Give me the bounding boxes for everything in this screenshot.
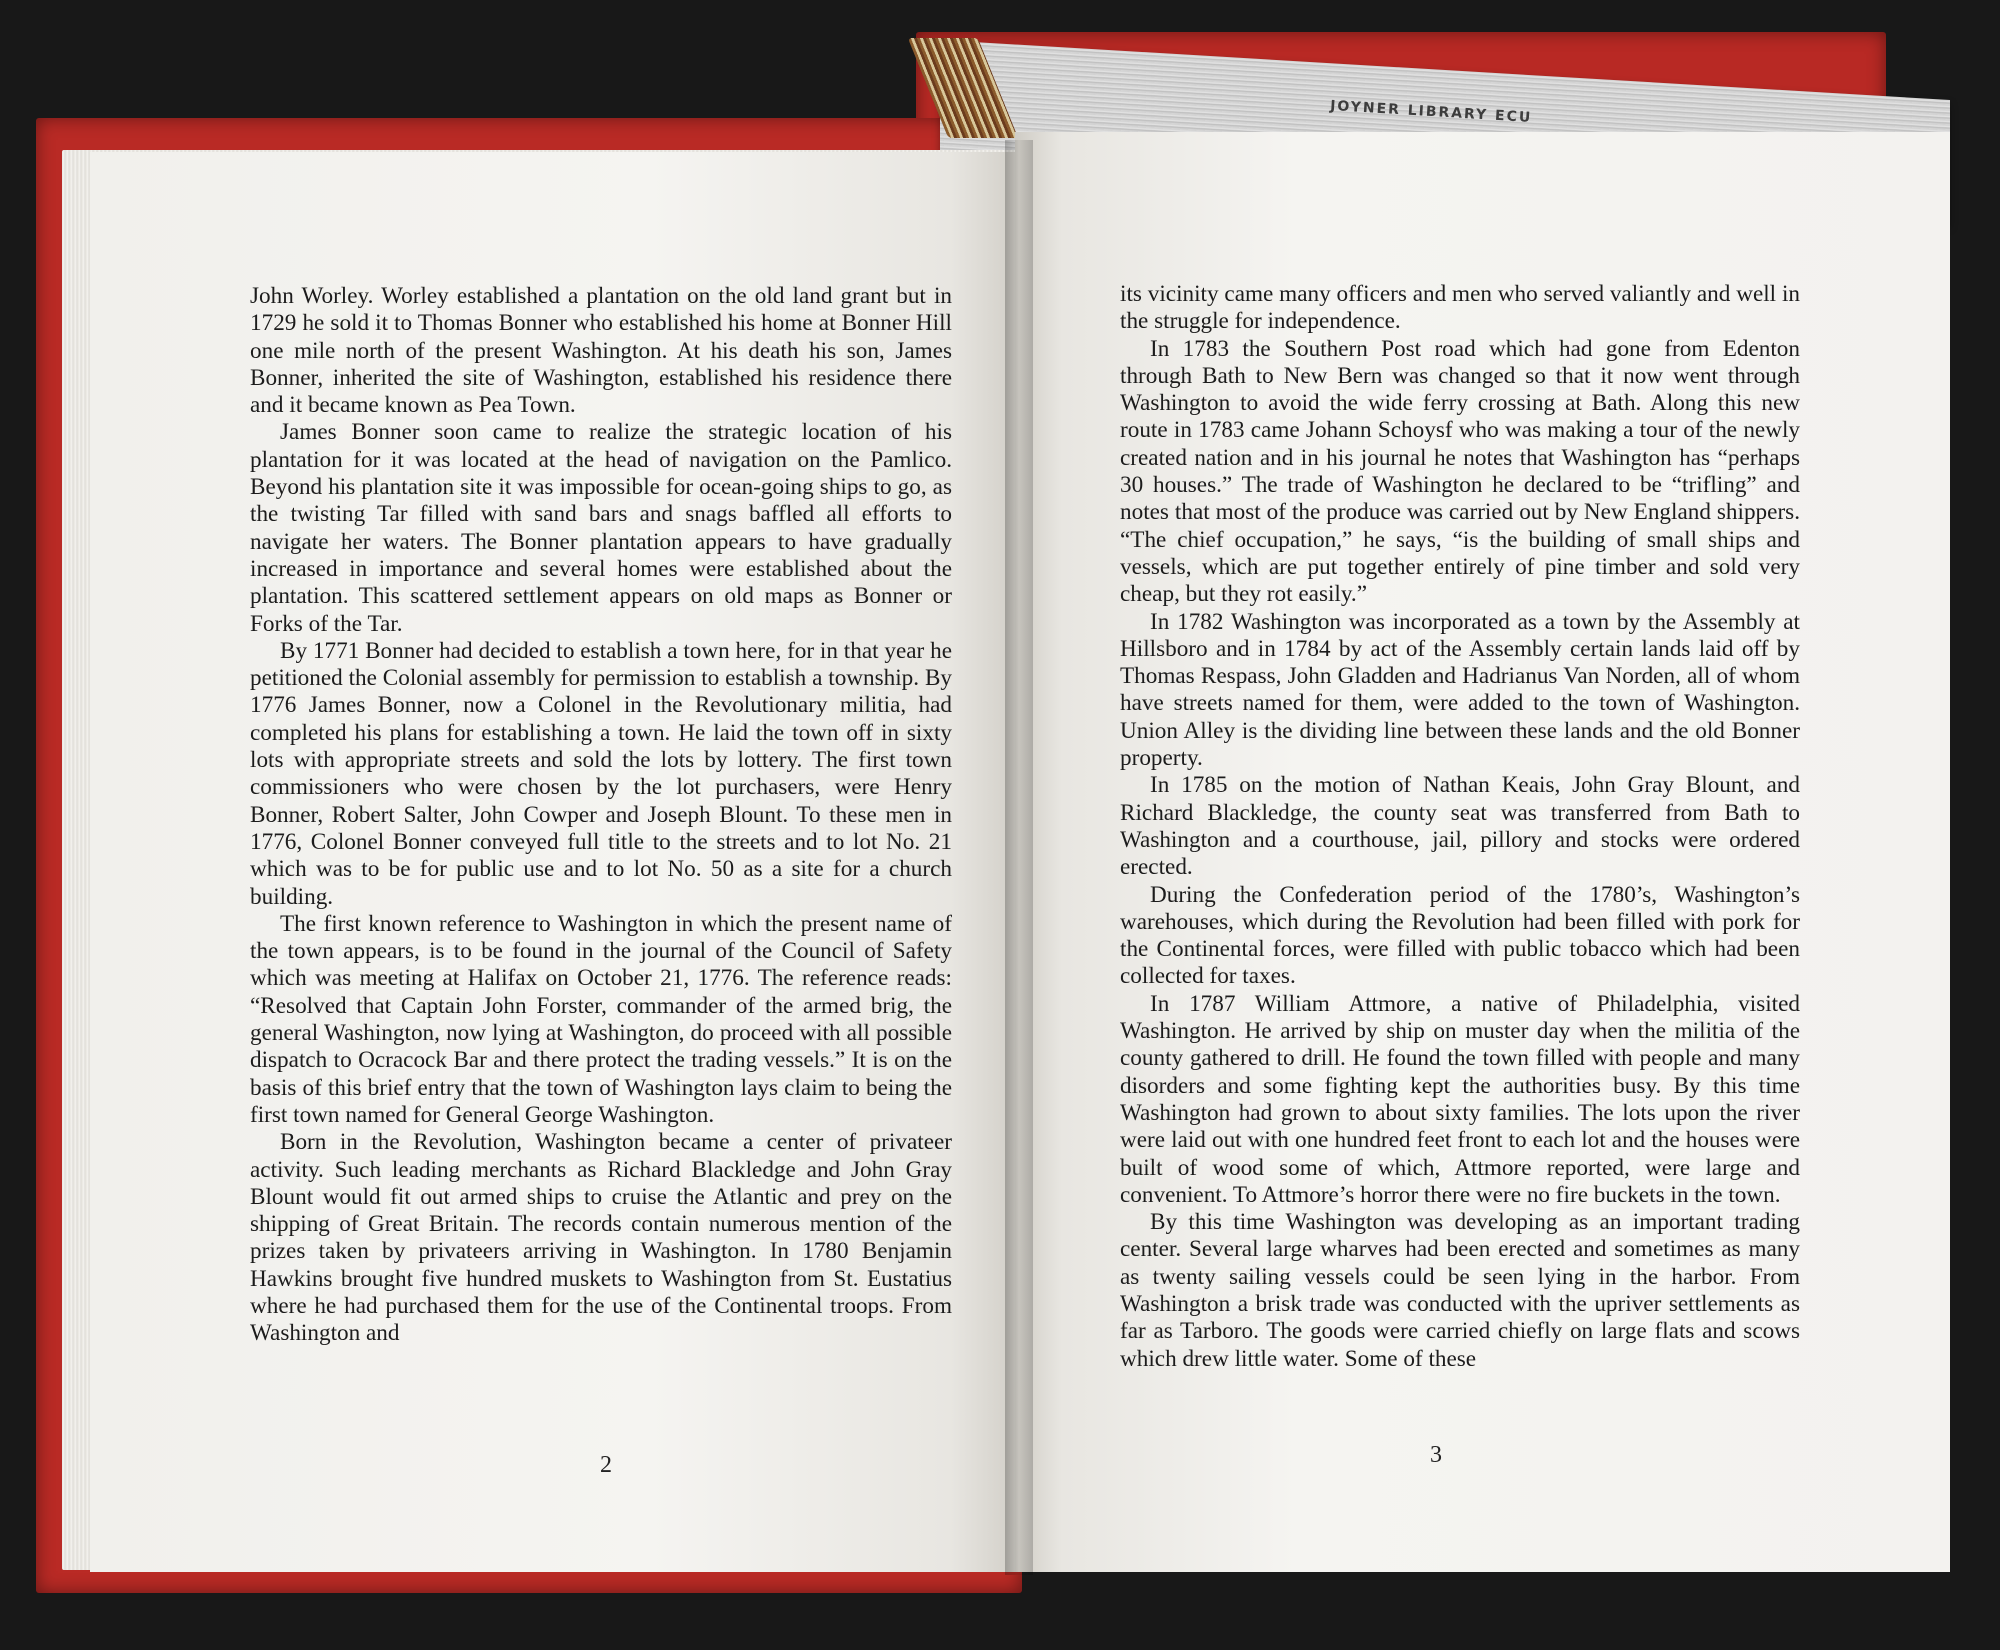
paragraph: During the Confederation period of the 1780’s, Washington’s warehouses, which during the Revolution had been filled with pork for the Continental forces, were filled with public tobacco which had been collected for taxes. — [1120, 881, 1800, 990]
library-stamp: JOYNER LIBRARY ECU — [1329, 98, 1533, 126]
paragraph: In 1787 William Attmore, a native of Philadelphia, visited Washington. He arrived by ship on muster day when the militia of the county gathered to drill. He found the town filled with people and many disorders and some fighting kept the authorities busy. By this time Washington had grown to about sixty families. The lots upon the river were laid out with one hundred feet front to each lot and the houses were built of wood some of which, Attmore reported, were large and convenient. To Attmore’s horror there were no fire buckets in the town. — [1120, 990, 1800, 1208]
paragraph: Born in the Revolution, Washington became a center of privateer activity. Such leading merchants as Richard Blackledge and John Gray Blount would fit out armed ships to cruise the Atlantic and prey on the shipping of Great Britain. The records contain numerous mention of the prizes taken by privateers arriving in Washington. In 1780 Benjamin Hawkins brought five hundred muskets to Washington from St. Eustatius where he had purchased them for the use of the Continental troops. From Washington and — [250, 1129, 952, 1347]
paragraph: The first known reference to Washington in which the present name of the town appears, is to be found in the journal of the Council of Safety which was meeting at Halifax on October 21, 1776. The reference reads: “Resolved that Captain John Forster, commander of the armed brig, the general Washington, now lying at Washington, do proceed with all possible dispatch to Ocracock Bar and there protect the trading vessels.” It is on the basis of this brief entry that the town of Washington lays claim to being the first town named for General George Washington. — [250, 910, 952, 1128]
page-number-left: 2 — [600, 1452, 612, 1478]
paragraph: In 1783 the Southern Post road which had gone from Edenton through Bath to New Bern was changed so that it now went through Washington to avoid the wide ferry crossing at Bath. Along this new route in 1783 came Johann Schoysf who was making a tour of the newly created nation and in his journal he notes that Washington has “perhaps 30 houses.” The trade of Washington he declared to be “trifling” and notes that most of the produce was carried out by New England shippers. “The chief occupation,” he says, “is the building of small ships and vessels, which are put together entirely of pine timber and sold very cheap, but they rot easily.” — [1120, 335, 1800, 608]
left-page-text — [250, 283, 952, 1348]
paragraph: In 1785 on the motion of Nathan Keais, John Gray Blount, and Richard Blackledge, the county seat was transferred from Bath to Washington and a courthouse, jail, pillory and stocks were ordered erected. — [1120, 772, 1800, 881]
paragraph: In 1782 Washington was incorporated as a town by the Assembly at Hillsboro and in 1784 by act of the Assembly certain lands laid off by Thomas Respass, John Gladden and Hadrianus Van Norden, all of whom have streets named for them, were added to the town of Washington. Union Alley is the dividing line between these lands and the old Bonner property. — [1120, 608, 1800, 772]
paragraph: By this time Washington was developing as an important trading center. Several large wharves had been erected and sometimes as many as twenty sailing vessels could be seen lying in the harbor. From Washington a brisk trade was conducted with the upriver settlements as far as Tarboro. The goods were carried chiefly on large flats and scows which drew little water. Some of these — [1120, 1209, 1800, 1372]
right-page-text — [1120, 281, 1800, 1373]
page-number-right: 3 — [1430, 1442, 1442, 1468]
paragraph: John Worley. Worley established a plantation on the old land grant but in 1729 he sold it to Thomas Bonner who established his home at Bonner Hill one mile north of the present Washington. At his death his son, James Bonner, inherited the site of Washington, established his residence there and it became known as Pea Town. — [250, 283, 952, 419]
paragraph: James Bonner soon came to realize the strategic location of his plantation for it was located at the head of navigation on the Pamlico. Beyond his plantation site it was impossible for ocean-going ships to go, as the twisting Tar filled with sand bars and snags baffled all efforts to navigate her waters. The Bonner plantation appears to have gradually increased in importance and several homes were established about the plantation. This scattered settlement appears on old maps as Bonner or Forks of the Tar. — [250, 419, 952, 637]
paragraph: its vicinity came many officers and men who served valiantly and well in the struggle for independence. — [1120, 281, 1800, 335]
paragraph: By 1771 Bonner had decided to establish a town here, for in that year he petitioned the Colonial assembly for permission to establish a township. By 1776 James Bonner, now a Colonel in the Revolutionary militia, had completed his plans for establishing a town. He laid the town off in sixty lots with appropriate streets and sold the lots by lottery. The first town commissioners who were chosen by the lot purchasers, were Henry Bonner, Robert Salter, John Cowper and Joseph Blount. To these men in 1776, Colonel Bonner conveyed full title to the streets and to lot No. 21 which was to be for public use and to lot No. 50 as a site for a church building. — [250, 637, 952, 910]
gutter — [1005, 140, 1033, 1575]
